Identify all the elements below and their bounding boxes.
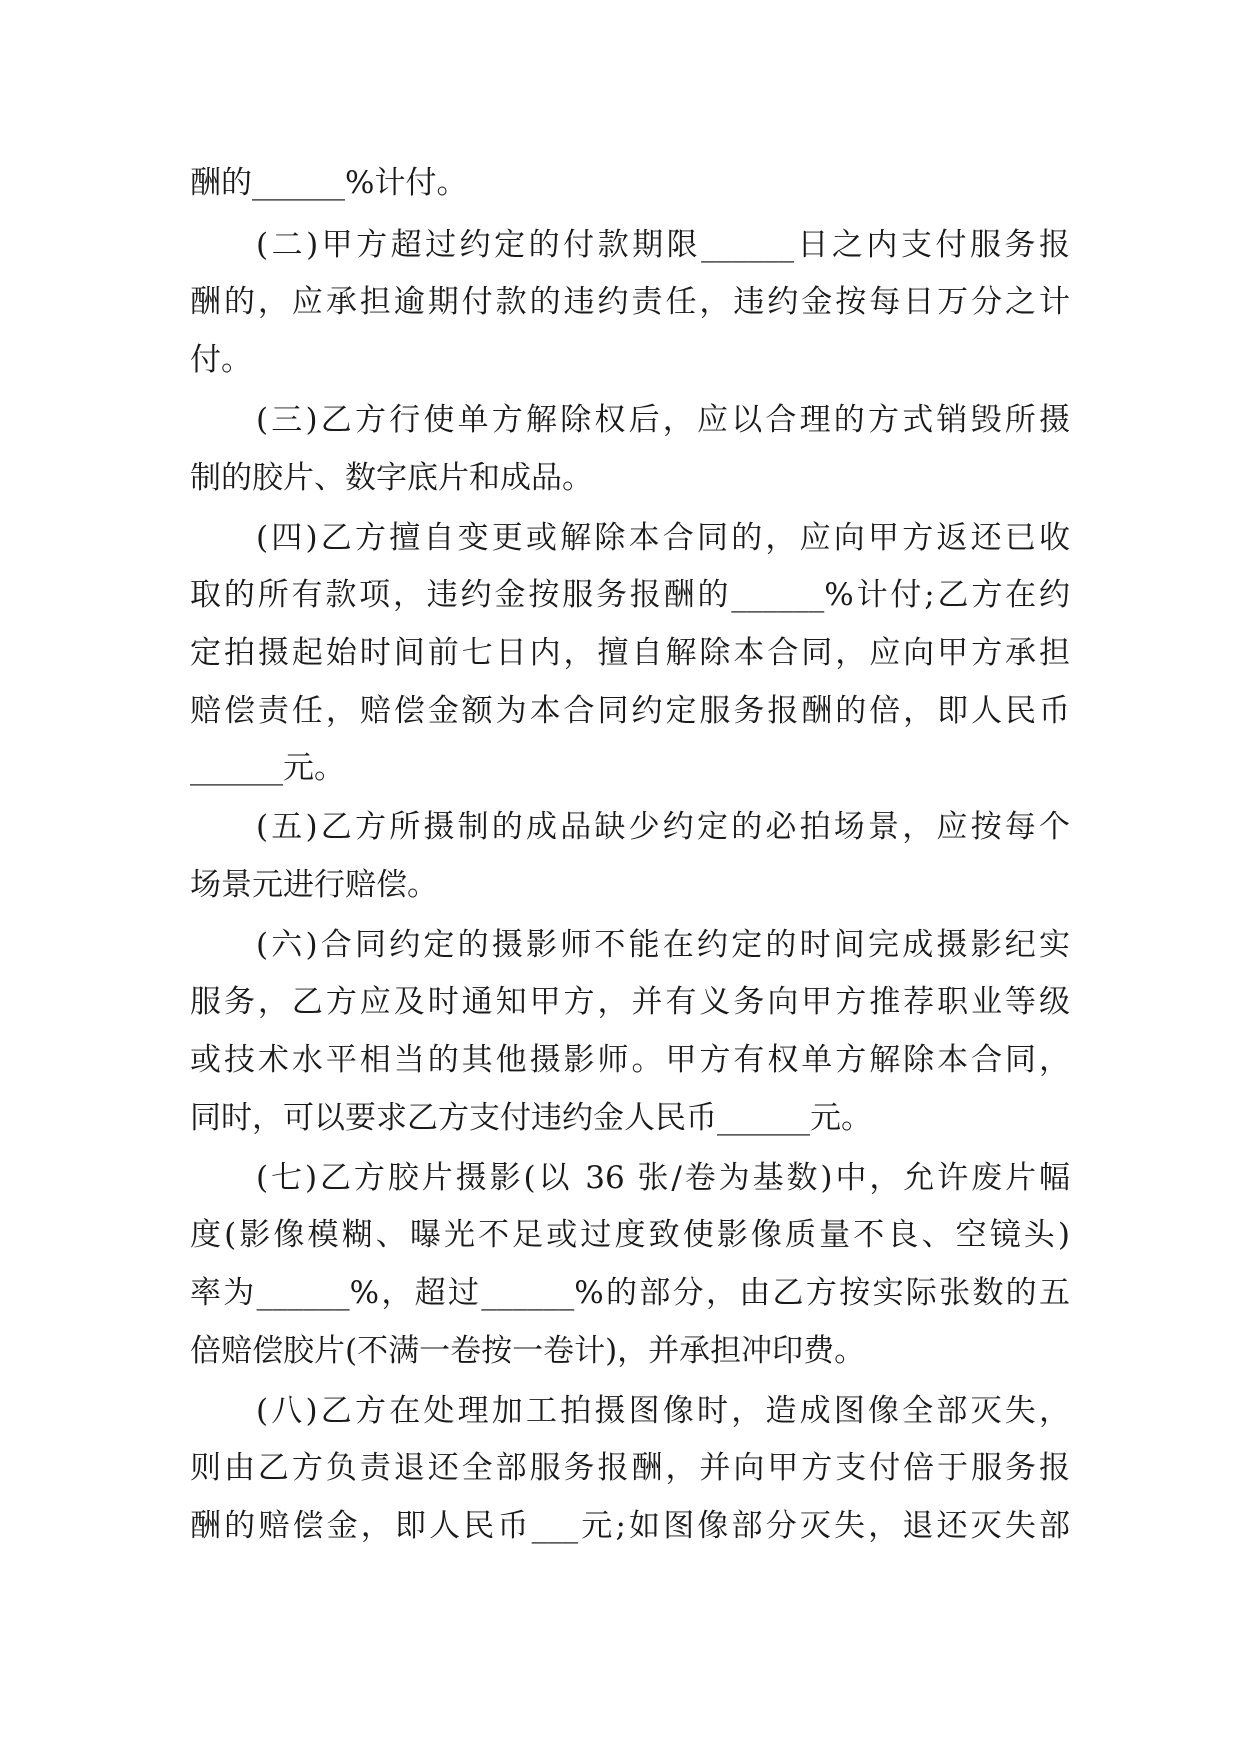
clause-6-line-3: 或技术水平相当的其他摄影师。甲方有权单方解除本合同，	[190, 1042, 1070, 1078]
clause-6-line-2: 服务，乙方应及时通知甲方，并有义务向甲方推荐职业等级	[190, 984, 1070, 1020]
clause-3-line-2: 制的胶片、数字底片和成品。	[190, 460, 593, 496]
clause-3-line-1: (三)乙方行使单方解除权后，应以合理的方式销毁所摄	[256, 402, 1070, 438]
clause-7-line-3: 率为______%，超过______%的部分，由乙方按实际张数的五	[190, 1275, 1070, 1311]
clause-5-line-2: 场景元进行赔偿。	[190, 867, 438, 903]
clause-7-line-1: (七)乙方胶片摄影(以 36 张/卷为基数)中，允许废片幅	[256, 1160, 1070, 1196]
clause-7-line-4: 倍赔偿胶片(不满一卷按一卷计)，并承担冲印费。	[190, 1333, 866, 1369]
clause-2-line-2: 酬的，应承担逾期付款的违约责任，违约金按每日万分之计	[190, 284, 1070, 320]
clause-8-line-1: (八)乙方在处理加工拍摄图像时，造成图像全部灭失，	[256, 1393, 1070, 1429]
clause-8-line-2: 则由乙方负责退还全部服务报酬，并向甲方支付倍于服务报	[190, 1450, 1070, 1486]
clause-4-line-4: 赔偿责任，赔偿金额为本合同约定服务报酬的倍，即人民币	[190, 693, 1070, 729]
clause-2-line-1: (二)甲方超过约定的付款期限______日之内支付服务报	[256, 227, 1070, 263]
clause-7-line-2: 度(影像模糊、曝光不足或过度致使影像质量不良、空镜头)	[190, 1217, 1070, 1253]
clause-5-line-1: (五)乙方所摄制的成品缺少约定的必拍场景，应按每个	[256, 809, 1070, 845]
clause-4-line-1: (四)乙方擅自变更或解除本合同的，应向甲方返还已收	[256, 520, 1070, 556]
clause-2-line-3: 付。	[190, 342, 252, 378]
clause-4-line-2: 取的所有款项，违约金按服务报酬的______%计付;乙方在约	[190, 577, 1070, 613]
clause-8-line-3: 酬的赔偿金，即人民币___元;如图像部分灭失，退还灭失部	[190, 1508, 1070, 1544]
clause-4-line-3: 定拍摄起始时间前七日内，擅自解除本合同，应向甲方承担	[190, 635, 1070, 671]
clause-6-line-4: 同时，可以要求乙方支付违约金人民币______元。	[190, 1100, 872, 1136]
text-line-1: 酬的______%计付。	[190, 165, 468, 201]
clause-6-line-1: (六)合同约定的摄影师不能在约定的时间完成摄影纪实	[256, 927, 1070, 963]
clause-4-line-5: ______元。	[190, 750, 345, 786]
